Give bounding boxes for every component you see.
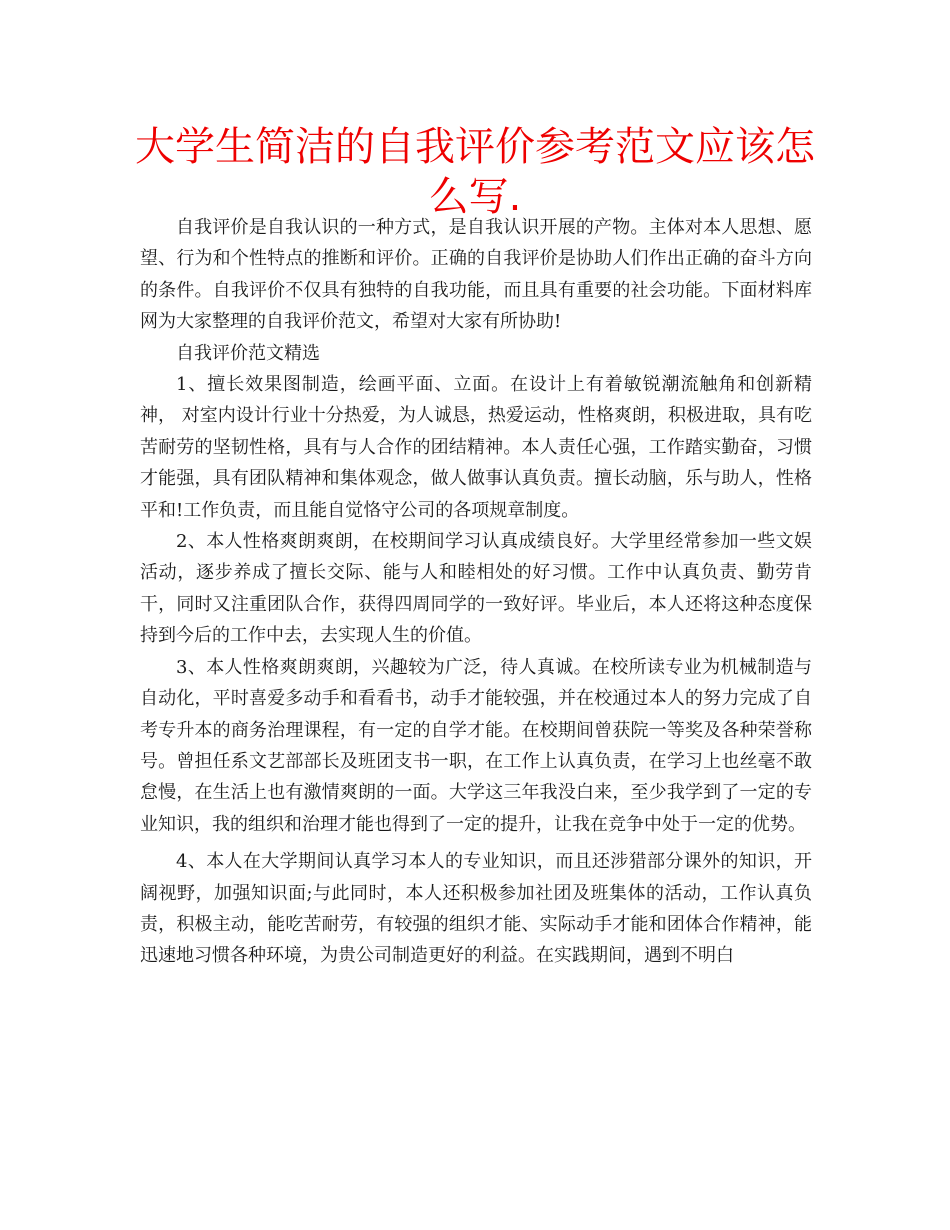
sample-paragraph-3: 3、本人性格爽朗爽朗，兴趣较为广泛，待人真诚。在校所读专业为机械制造与自动化，平时喜爱多动手和看看书，动手才能较强，并在校通过本人的努力完成了自考专升本的商务治理课程，有一定的自学才能。在校期间曾获院一等奖及各种荣誉称号。曾担任系文艺部部长及班团支书一职，在工作上认真负责，在学习上也丝毫不敢怠慢，在生活上也有激情爽朗的一面。大学这三年我没白来，至少我学到了一定的专业知识，我的组织和治理才能也得到了一定的提升，让我在竞争中处于一定的优势。 — [140, 656, 812, 835]
section-heading: 自我评价范文精选 — [176, 342, 320, 364]
intro-paragraph: 自我评价是自我认识的一种方式，是自我认识开展的产物。主体对本人思想、愿望、行为和个性特点的推断和评价。正确的自我评价是协助人们作出正确的奋斗方向的条件。自我评价不仅具有独特的自我功能，而且具有重要的社会功能。下面材料库网为大家整理的自我评价范文，希望对大家有所协助! — [140, 217, 812, 333]
sample-paragraph-2: 2、本人性格爽朗爽朗，在校期间学习认真成绩良好。大学里经常参加一些文娱活动，逐步养成了擅长交际、能与人和睦相处的好习惯。工作中认真负责、勤劳肯干，同时又注重团队合作，获得四周同学的一致好评。毕业后，本人还将这种态度保持到今后的工作中去，去实现人生的价值。 — [140, 531, 812, 647]
document-body — [140, 212, 812, 972]
sample-paragraph-4: 4、本人在大学期间认真学习本人的专业知识，而且还涉猎部分课外的知识，开阔视野，加强知识面;与此同时，本人还积极参加社团及班集体的活动，工作认真负责，积极主动，能吃苦耐劳，有较强的组织才能、实际动手才能和团体合作精神，能迅速地习惯各种环境，为贵公司制造更好的利益。在实践期间，遇到不明白 — [140, 851, 812, 967]
document-title: 大学生简洁的自我评价参考范文应该怎么写. — [135, 124, 815, 220]
sample-paragraph-1: 1、擅长效果图制造，绘画平面、立面。在设计上有着敏锐潮流触角和创新精神， 对室内设计行业十分热爱，为人诚恳，热爱运动，性格爽朗，积极进取，具有吃苦耐劳的坚韧性格，具有与人合作的团结精神。本人责任心强，工作踏实勤奋，习惯才能强，具有团队精神和集体观念，做人做事认真负责。擅长动脑，乐与助人，性格平和!工作负责，而且能自觉恪守公司的各项规章制度。 — [140, 374, 812, 521]
